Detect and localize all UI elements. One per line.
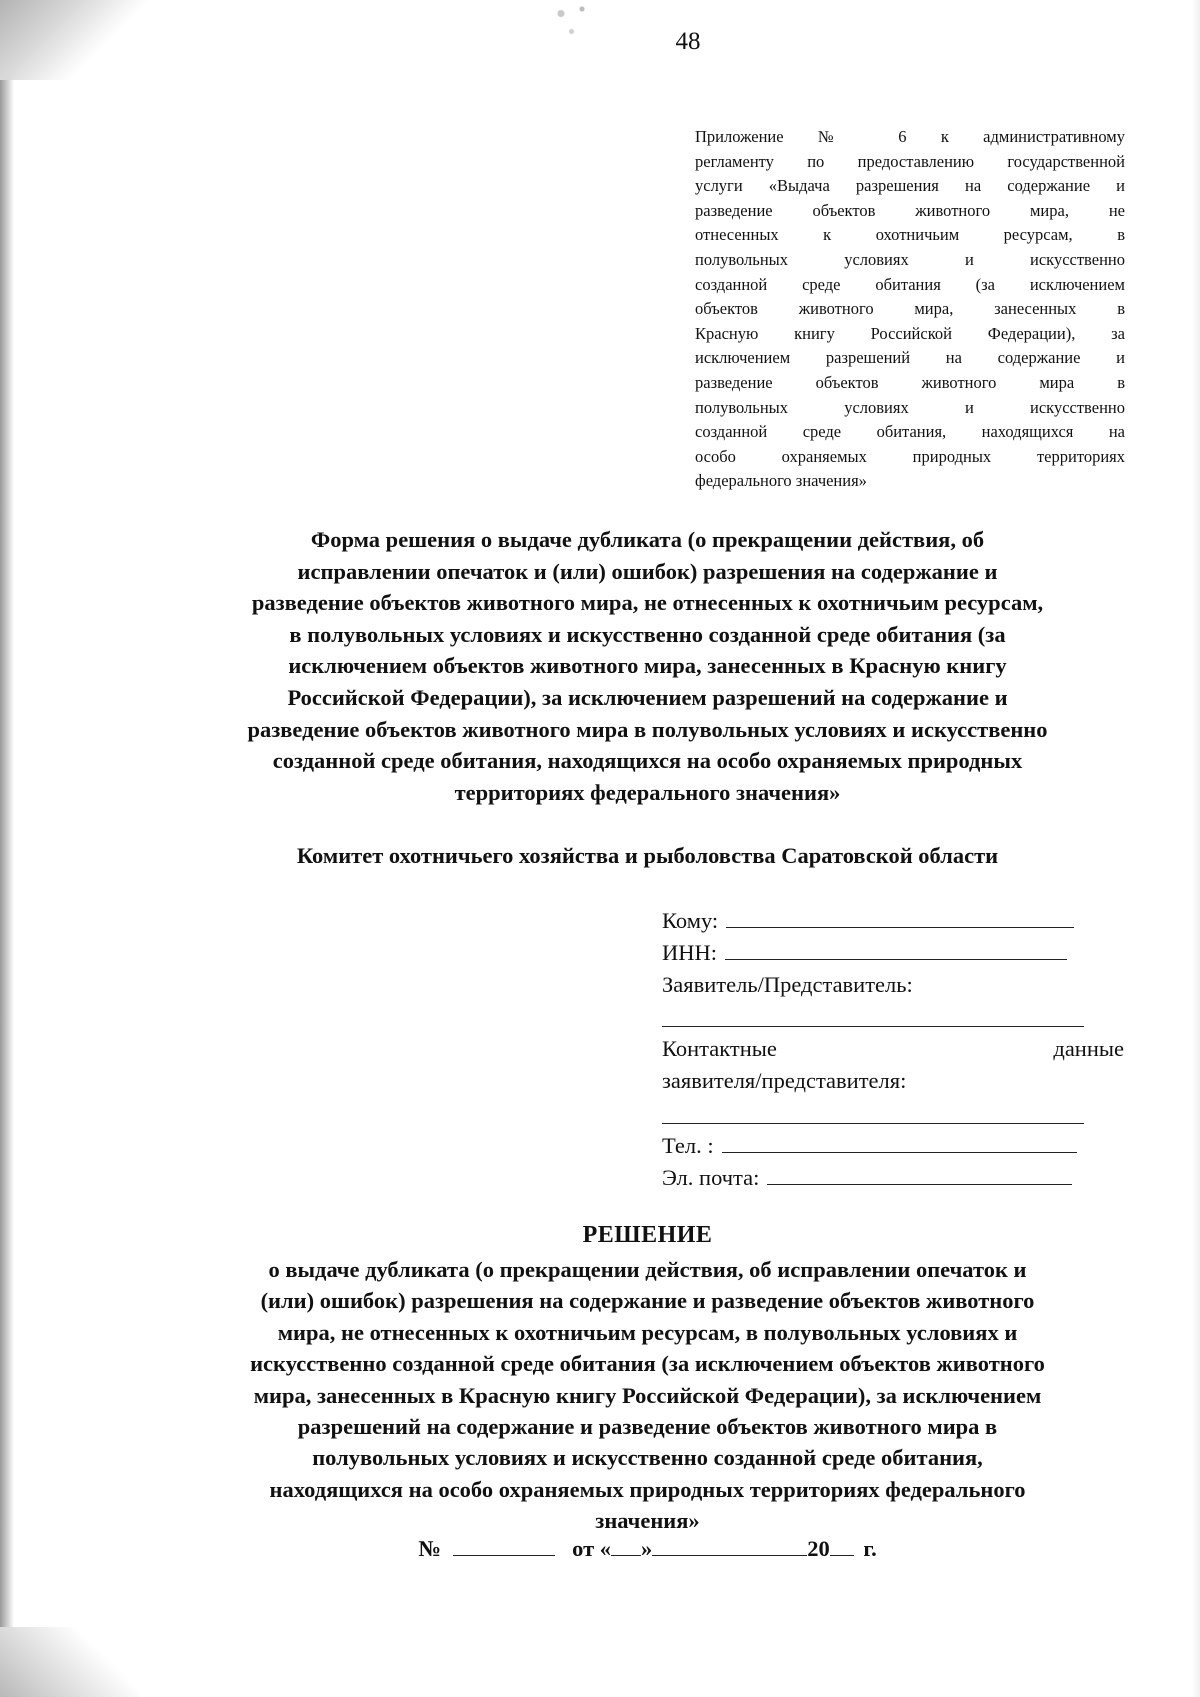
applicant-label: Заявитель/Представитель: — [662, 971, 913, 997]
applicant-field[interactable] — [662, 1000, 1084, 1027]
form-title-line: исключением объектов животного мира, занесенных в Красную книгу — [288, 653, 1007, 679]
year-field[interactable] — [830, 1536, 854, 1556]
appendix-line: исключением разрешений на содержание и — [695, 348, 1125, 368]
decision-line: (или) ошибок) разрешения на содержание и разведение объектов животного — [260, 1288, 1035, 1314]
appendix-line: разведение объектов животного мира в — [695, 372, 1125, 392]
appendix-line: особо охраняемых природных территориях — [695, 446, 1125, 466]
phone-label: Тел. : — [662, 1132, 714, 1158]
phone-field[interactable] — [722, 1130, 1077, 1153]
form-title-line: разведение объектов животного мира в полувольных условиях и искусственно — [247, 716, 1048, 742]
to-row — [662, 905, 1124, 937]
form-title — [170, 524, 1125, 808]
page-number: 48 — [675, 28, 701, 55]
decision-line: о выдаче дубликата (о прекращении действия, об исправлении опечаток и — [268, 1257, 1027, 1282]
day-field[interactable] — [611, 1536, 641, 1556]
to-field[interactable] — [726, 905, 1074, 928]
inn-row — [662, 937, 1124, 969]
decision-line: искусственно созданной среде обитания (за исключением объектов животного — [250, 1351, 1045, 1377]
quote-close: » — [641, 1536, 653, 1561]
decision-number-line — [170, 1536, 1125, 1562]
decision-text — [170, 1254, 1125, 1537]
committee-name: Комитет охотничьего хозяйства и рыболовства Саратовской области — [296, 843, 999, 868]
to-label: Кому: — [662, 908, 719, 933]
decision-heading: РЕШЕНИЕ — [582, 1222, 713, 1248]
appendix-line: разведение объектов животного мира, не — [695, 200, 1125, 220]
contact-row-2 — [662, 1065, 1124, 1097]
decision-line: находящихся на особо охраняемых природных территориях федерального — [269, 1476, 1026, 1502]
number-sign: № — [418, 1536, 441, 1561]
appendix-line: услуги «Выдача разрешения на содержание и — [695, 176, 1125, 196]
contact-field[interactable] — [662, 1097, 1084, 1124]
contact-row — [662, 1033, 1124, 1065]
form-title-line: разведение объектов животного мира, не отнесенных к охотничьим ресурсам, — [251, 590, 1044, 616]
number-field[interactable] — [453, 1536, 555, 1556]
appendix-line: Красную книгу Российской Федерации), за — [695, 323, 1125, 343]
appendix-note — [695, 125, 1125, 494]
scan-shadow-left — [0, 0, 14, 1697]
inn-label: ИНН: — [662, 939, 717, 965]
applicant-row — [662, 969, 1124, 1001]
email-field[interactable] — [767, 1162, 1072, 1185]
scan-edge-right — [1192, 0, 1200, 1697]
decision-line: полувольных условиях и искусственно созданной среде обитания, — [312, 1445, 983, 1471]
email-row — [662, 1162, 1124, 1194]
decision-line: значения» — [595, 1508, 700, 1534]
year-prefix: 20 — [807, 1536, 830, 1561]
appendix-line: федерального значения» — [695, 471, 867, 491]
scan-shadow-bottom-left — [0, 1627, 140, 1697]
form-title-line: Российской Федерации), за исключением разрешений на содержание и — [287, 684, 1008, 710]
appendix-line: созданной среде обитания (за исключением — [695, 274, 1125, 294]
decision-line: мира, не отнесенных к охотничьим ресурсам, в полувольных условиях и — [277, 1319, 1018, 1345]
month-field[interactable] — [652, 1536, 807, 1556]
from-label: от « — [572, 1536, 612, 1561]
appendix-line: полувольных условиях и искусственно — [695, 249, 1125, 269]
appendix-line: полувольных условиях и искусственно — [695, 397, 1125, 417]
phone-row — [662, 1130, 1124, 1162]
contact-label-right: данные — [1053, 1036, 1124, 1062]
year-suffix: г. — [863, 1536, 877, 1561]
appendix-line: созданной среде обитания, находящихся на — [695, 422, 1125, 442]
form-title-line: территориях федерального значения» — [454, 779, 841, 805]
contact-label-left: Контактные — [662, 1036, 777, 1062]
appendix-line: объектов животного мира, занесенных в — [695, 299, 1125, 319]
appendix-line: отнесенных к охотничьим ресурсам, в — [695, 225, 1125, 245]
decision-line: мира, занесенных в Красную книгу Российской Федерации), за исключением — [253, 1382, 1042, 1408]
addressee-block — [662, 905, 1124, 1194]
inn-field[interactable] — [725, 937, 1067, 960]
form-title-line: Форма решения о выдаче дубликата (о прекращении действия, об — [310, 527, 985, 552]
contact-label-line2: заявителя/представителя: — [662, 1068, 907, 1094]
form-title-line: в полувольных условиях и искусственно созданной среде обитания (за — [289, 621, 1006, 647]
appendix-line: Приложение № 6 к административному — [695, 127, 1125, 146]
email-label: Эл. почта: — [662, 1164, 760, 1190]
appendix-line: регламенту по предоставлению государственной — [695, 151, 1125, 171]
form-title-line: созданной среде обитания, находящихся на особо охраняемых природных — [272, 748, 1023, 774]
decision-line: разрешений на содержание и разведение объектов животного мира в — [297, 1414, 998, 1440]
form-title-line: исправлении опечаток и (или) ошибок) разрешения на содержание и — [297, 558, 998, 584]
